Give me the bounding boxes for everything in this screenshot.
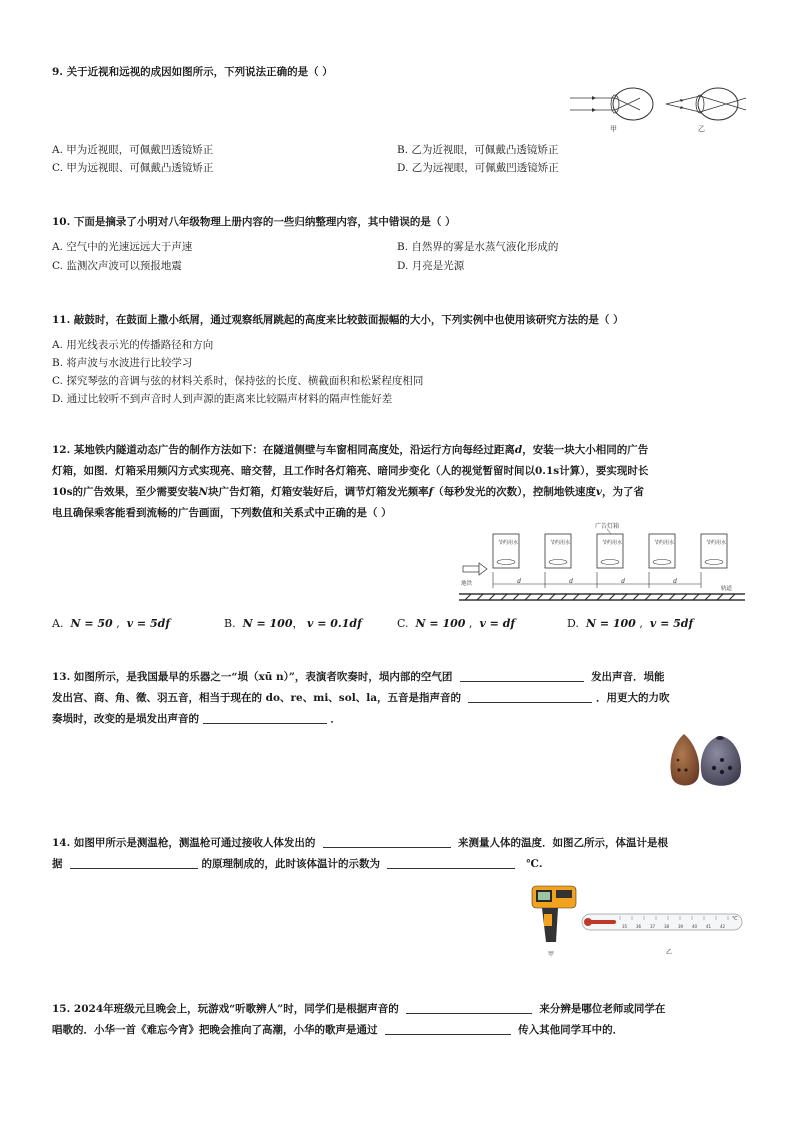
q11-option-c: C. 探究琴弦的音调与弦的材料关系时，保持弦的长度、横截面积和松紧程度相同 (52, 375, 424, 387)
q13-line3-text-b: ． (330, 713, 341, 725)
q9-option-c: C. 甲为远视眼、可佩戴凸透镜矫正 (52, 162, 214, 174)
q10-option-c: C. 监测次声波可以预报地震 (52, 260, 182, 272)
q12-line2-text-a: 灯箱，如图．灯箱采用频闪方式实现亮、暗交替，且工作时各灯箱亮、暗同步变化（人的视觉暂留时间以 (52, 465, 535, 477)
temperature-gun-photo (528, 880, 580, 958)
q12-option-b-n: N = 100 (242, 617, 293, 630)
q14-line2-text-b: 的原理制成的，此时该体温计的示数为 (201, 858, 380, 870)
scale-36: 36 (636, 924, 642, 929)
eye-figure-jia (570, 88, 653, 120)
thermometer-unit: ℃ (732, 916, 738, 922)
q12-option-d-v: v = 5df (649, 617, 694, 630)
d-label-2: d (569, 578, 573, 585)
ad-box-2-text: 节约用水 (550, 540, 571, 546)
thermometer-photo (580, 908, 748, 958)
d-label-1: d (517, 578, 521, 585)
q15-line2-text-a: 唱歌的．小华一首《难忘今宵》把晚会推向了高潮，小华的歌声是通过 (52, 1024, 378, 1036)
q9-option-a: A. 甲为近视眼，可佩戴凹透镜矫正 (52, 144, 214, 156)
gun-label-jia: 甲 (548, 951, 555, 958)
q15-blank-2[interactable] (385, 1022, 511, 1035)
q12-line3-text-c: （每秒发光的次数），控制地铁速度 (433, 486, 596, 498)
q13-line3-text-a: 奏埙时，改变的是埙发出声音的 (52, 713, 199, 725)
eye-label-jia: 甲 (610, 125, 617, 133)
q9-option-b: B. 乙为近视眼，可佩戴凸透镜矫正 (397, 144, 559, 156)
q12-var-n: N (198, 486, 209, 498)
q15-line1-text-b: 来分辨是哪位老师或同学在 (539, 1003, 666, 1015)
q14-blank-2[interactable] (70, 856, 198, 869)
train-arrow-icon (463, 563, 487, 575)
q14-line2-text-c: ℃. (526, 858, 543, 870)
q14-line1-text-a: 14. 如图甲所示是测温枪，测温枪可通过接收人体发出的 (52, 837, 316, 849)
q15-line1-text-a: 15. 2024年班级元旦晚会上，玩游戏“听歌辨人”时，同学们是根据声音的 (52, 1003, 399, 1015)
q15-blank-1[interactable] (406, 1001, 532, 1014)
eye-label-yi: 乙 (698, 125, 705, 133)
ad-box-5 (701, 534, 727, 568)
ad-box-4-text: 节约用水 (654, 540, 675, 546)
q12-val-10s: 10s (52, 486, 73, 498)
q12-line1-text-a: 12. 某地铁内隧道动态广告的制作方法如下：在隧道侧壁与车窗相同高度处，沿运行方向每经过距离 (52, 444, 515, 456)
q12-line3-text-a: 的广告效果，至少需要安装 (72, 486, 199, 498)
q10-stem: 10. 下面是摘录了小明对八年级物理上册内容的一些归纳整理内容，其中错误的是（ ） (52, 216, 456, 228)
train-label: 地铁 (461, 581, 473, 587)
q13-line2 (52, 688, 669, 708)
scale-35: 35 (622, 924, 628, 929)
ad-box-5-text: 节约用水 (706, 540, 727, 546)
q13-line1-text-b: 发出声音．埙能 (591, 671, 665, 683)
q11-option-a: A. 用光线表示光的传播路径和方向 (52, 339, 214, 351)
ad-box-1-text: 节约用水 (498, 540, 519, 546)
q14-line2-text-a: 据 (52, 858, 63, 870)
q12-option-c: C. N = 100 , v = df (397, 617, 516, 630)
q12-stem-line3 (52, 482, 644, 502)
scale-40: 40 (692, 924, 698, 929)
q12-stem-line4: 电且确保乘客能看到流畅的广告画面，下列数值和关系式中正确的是（ ） (52, 507, 392, 519)
scale-41: 41 (706, 924, 712, 929)
q12-option-a-v: v = 5df (126, 617, 171, 630)
mercury-column (588, 920, 616, 924)
q12-var-d: d (514, 444, 523, 456)
scale-42: 42 (720, 924, 726, 929)
ad-box-caption: 广告灯箱 (595, 523, 620, 530)
q13-line1 (52, 667, 665, 687)
q12-option-d-n: N = 100 (585, 617, 636, 630)
q10-option-d: D. 月亮是光源 (397, 260, 465, 272)
q9-eye-diagram (568, 84, 748, 134)
q12-var-v: v (595, 486, 603, 498)
q10-option-a: A. 空气中的光速远远大于声速 (52, 241, 193, 253)
eye-figure-yi (666, 88, 746, 120)
distance-markers (493, 572, 701, 588)
q14-blank-3[interactable] (387, 856, 515, 869)
ad-box-3 (597, 534, 623, 568)
q12-line3-text-d: ，为了省 (602, 486, 645, 498)
q11-option-d: D. 通过比较听不到声音时人到声源的距离来比较隔声材料的隔声性能好差 (52, 393, 393, 405)
q10-option-b: B. 自然界的雾是水蒸气液化形成的 (397, 241, 559, 253)
q13-blank-2[interactable] (468, 690, 592, 703)
ad-box-4 (649, 534, 675, 568)
rail-track (459, 594, 745, 600)
q13-blank-3[interactable] (203, 711, 327, 724)
q12-option-c-v: v = df (479, 617, 516, 630)
q12-stem-line1 (52, 440, 648, 460)
ad-box-1 (493, 534, 519, 568)
q12-option-c-letter: C. (397, 617, 409, 630)
scale-39: 39 (678, 924, 684, 929)
q11-option-b: B. 将声波与水波进行比较学习 (52, 357, 193, 369)
q12-option-d-letter: D. (567, 617, 579, 630)
rail-label: 轨道 (721, 586, 733, 592)
q12-option-b-v: v = 0.1df (307, 617, 362, 630)
d-label-3: d (621, 578, 625, 585)
q12-option-b-letter: B. (224, 617, 236, 630)
q12-val-01s: 0.1s (535, 465, 560, 477)
q12-tunnel-diagram (455, 522, 747, 610)
q13-blank-1[interactable] (460, 669, 584, 682)
thermometer-label-yi: 乙 (666, 949, 673, 956)
q12-stem-line2 (52, 461, 648, 481)
q15-line1 (52, 999, 665, 1019)
q12-line1-text-b: ，安装一块大小相同的广告 (522, 444, 649, 456)
ad-box-3-text: 节约用水 (602, 540, 623, 546)
q14-line1 (52, 833, 668, 853)
xun-instrument-photo (664, 730, 746, 792)
ad-box-2 (545, 534, 571, 568)
q11-stem: 11. 敲鼓时，在鼓面上撒小纸屑，通过观察纸屑跳起的高度来比较鼓面振幅的大小，下列实例中也使用该研究方法的是（ ） (52, 314, 624, 326)
q12-var-f: f (428, 486, 434, 498)
q9-stem: 9. 关于近视和远视的成因如图所示，下列说法正确的是（ ） (52, 66, 333, 78)
q15-line2-text-b: 传入其他同学耳中的． (518, 1024, 624, 1036)
scale-37: 37 (650, 924, 656, 929)
scale-38: 38 (664, 924, 670, 929)
q14-blank-1[interactable] (323, 835, 451, 848)
q12-line2-text-b: 计算），要实现时长 (559, 465, 649, 477)
ad-light-boxes (493, 534, 727, 568)
q12-option-a: A. N = 50 , v = 5df (52, 617, 171, 630)
q12-option-d: D. N = 100 , v = 5df (567, 617, 694, 630)
q9-option-d: D. 乙为远视眼，可佩戴凹透镜矫正 (397, 162, 559, 174)
q15-line2 (52, 1020, 623, 1040)
q14-line2 (52, 854, 543, 874)
q12-option-b: B. N = 100， v = 0.1df (224, 617, 362, 630)
q12-option-c-n: N = 100 (415, 617, 466, 630)
q13-line3 (52, 709, 341, 729)
q13-line2-text-a: 发出宫、商、角、徵、羽五音，相当于现在的 do、re、mi、sol、la，五音是指声音的 (52, 692, 462, 704)
q12-option-a-letter: A. (52, 617, 64, 630)
q12-line3-text-b: 块广告灯箱，灯箱安装好后，调节灯箱发光频率 (208, 486, 429, 498)
q12-option-a-n: N = 50 (70, 617, 113, 630)
d-label-4: d (673, 578, 677, 585)
q14-line1-text-b: 来测量人体的温度．如图乙所示，体温计是根 (458, 837, 669, 849)
q13-line1-text-a: 13. 如图所示，是我国最早的乐器之一“埙（xū n）”，表演者吹奏时，埙内部的空气团 (52, 671, 453, 683)
q13-line2-text-b: ．用更大的力吹 (595, 692, 670, 704)
